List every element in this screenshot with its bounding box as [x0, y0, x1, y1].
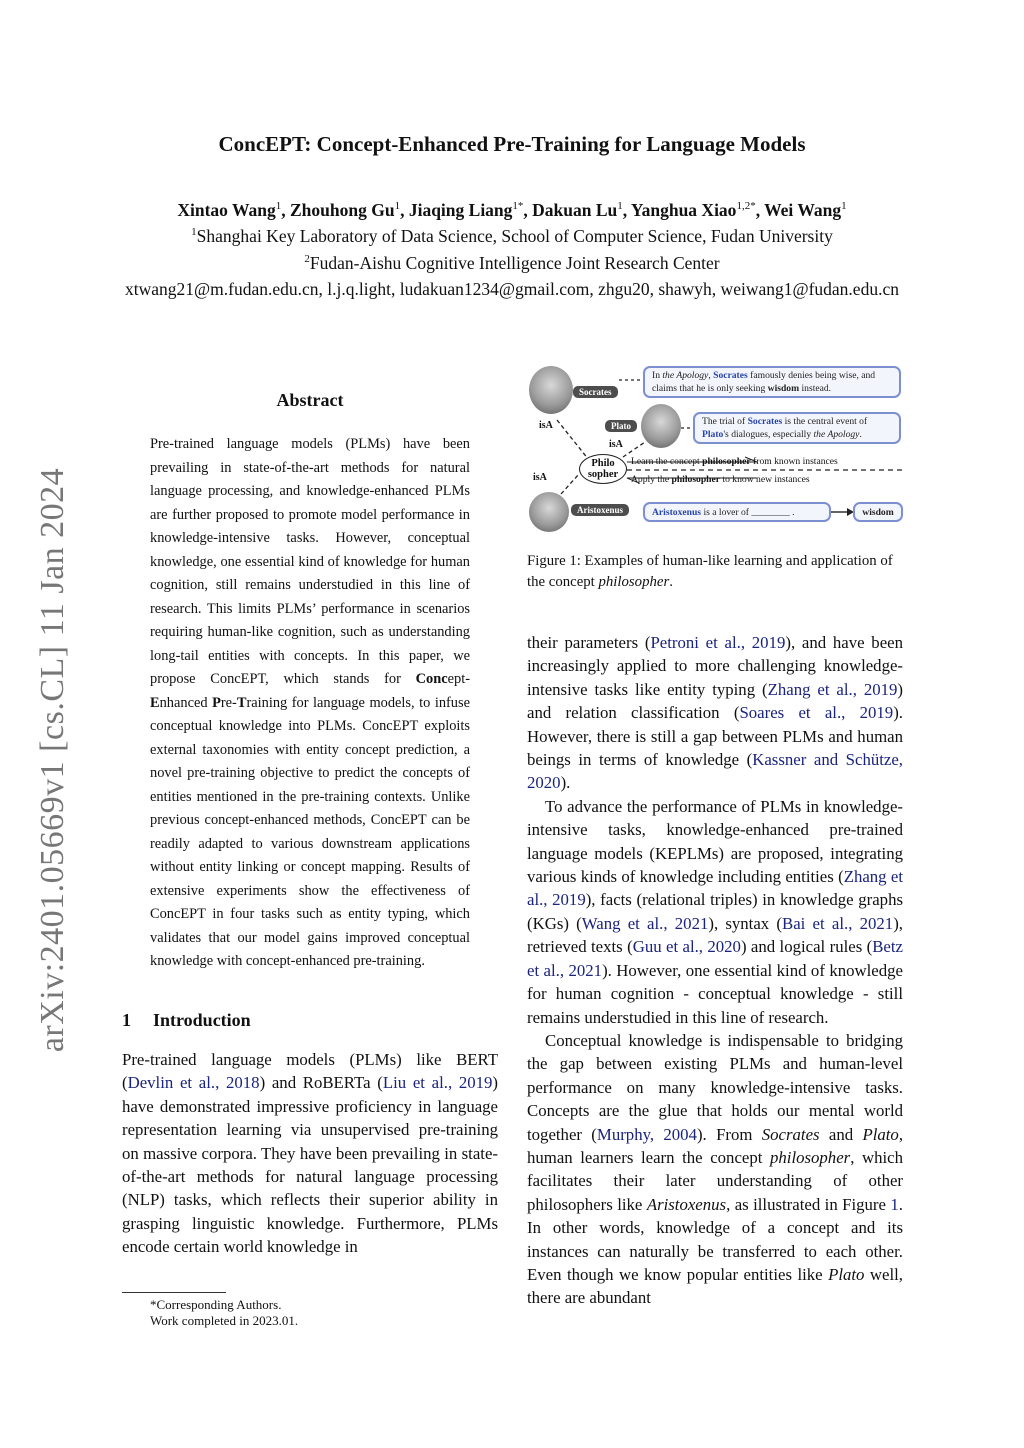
isA-label: isA — [539, 420, 553, 431]
citation-link[interactable]: Zhang et al., 2019 — [767, 679, 898, 699]
affiliation-sup: 1 — [191, 226, 197, 239]
isA-label: isA — [533, 472, 547, 483]
figure-1 — [527, 362, 907, 534]
plato-context-box — [693, 412, 901, 444]
abstract-heading: Abstract — [276, 390, 344, 410]
text: Pre-trained language models (PLMs) like BERT ( — [122, 1050, 498, 1093]
text: ) have demonstrated impressive proficiency in language representation learning via unsupervised pre-training on massive corpora. They have been prevailing in state-of-the-art methods for natural language processing (NLP) tasks, which reflects their superior ability in grasping linguistic knowledge. Furthermore, PLMs encode certain world knowledge in — [122, 1073, 499, 1257]
socrates-tag: Socrates — [573, 386, 618, 398]
text: ), and have been increasingly applied to more challenging knowledge-intensive tasks like entity typing ( — [527, 633, 903, 699]
section-number: 1 — [122, 1010, 131, 1030]
text: ). From — [696, 1124, 762, 1144]
plato-tag: Plato — [605, 420, 637, 432]
text: well, there are abundant — [527, 1264, 903, 1308]
author-sup: 1 — [617, 200, 623, 213]
author-emails: xtwang21@m.fudan.edu.cn, l.j.q.light, ludakuan1234@gmail.com, zhgu20, shawyh, weiwang1@fudan.edu.cn — [125, 279, 899, 299]
citation-link[interactable]: Devlin et al., 2018 — [127, 1073, 260, 1093]
caption-text: Figure 1: Examples of human-like learning and application of the concept — [527, 553, 893, 590]
abstract-bold: P — [212, 694, 221, 711]
text: philosopher — [702, 456, 751, 467]
author-sup: 1 — [275, 200, 282, 213]
section-heading-introduction — [122, 1010, 251, 1031]
figure-1-caption — [527, 551, 903, 593]
author-name: Xintao Wang — [177, 200, 276, 220]
text: famously denies being wise, and claims that he is only seeking — [652, 370, 876, 394]
text: To advance the performance of PLMs in knowledge-intensive tasks, knowledge-enhanced pre-trained language models (KEPLMs) are proposed, integrating various kinds of knowledge including entities ( — [527, 796, 903, 887]
text: Plato — [828, 1264, 865, 1284]
abstract-bold: T — [236, 694, 247, 711]
text: and — [819, 1124, 863, 1144]
text: from known instances — [750, 456, 838, 467]
text: philosopher — [671, 474, 721, 485]
abstract-text: Pre-trained language models (PLMs) have been prevailing in state-of-the-art methods for natural language processing, and knowledge-enhanced PLMs are further proposed to promote model performance in knowledge-intensive tasks. However, conceptual knowledge, one essential kind of knowledge for human cognition, still remains understudied in this line of research. This limits PLMs’ performance in scenarios requiring human-like cognition, such as understanding long-tail entities with concepts. In this paper, we propose ConcEPT, which stands for — [150, 436, 470, 687]
wisdom-answer-box: wisdom — [853, 502, 903, 522]
author-sup: 1,2* — [736, 200, 756, 213]
abstract-text: ept- — [447, 671, 470, 687]
author-sup: 1* — [512, 200, 524, 213]
citation-link[interactable]: Betz et al., 2021 — [527, 937, 903, 980]
entity-highlight: Socrates — [713, 370, 748, 381]
citation-link[interactable]: Soares et al., 2019 — [739, 703, 894, 723]
text: is a lover of ________ . — [701, 507, 795, 518]
text: Plato — [862, 1124, 899, 1144]
text: instead. — [799, 383, 832, 394]
node-label: sopher — [587, 469, 619, 480]
author-name: Wei Wang — [764, 200, 842, 220]
text: ), syntax ( — [708, 913, 783, 933]
text: ), retrieved texts ( — [527, 913, 903, 957]
text: Apply the — [631, 474, 672, 485]
isA-label: isA — [609, 439, 623, 450]
abstract-text: raining for language models, to infuse conceptual knowledge into PLMs. ConcEPT exploits external taxonomies with entity concept prediction, a novel pre-training objective to predict the concepts of entities mentioned in the pre-training contexts. Unlike previous concept-enhanced methods, ConcEPT can be readily adapted to various downstream applications without entity linking or concept mapping. Results of extensive experiments show the effectiveness of ConcEPT in four tasks such as entity typing, which validates that our model gains improved conceptual knowledge with concept-enhanced pre-training. — [150, 694, 470, 969]
entity-highlight: Aristoxenus — [652, 507, 702, 518]
text: ) and relation classification ( — [527, 679, 904, 723]
text: , human learners learn the concept — [527, 1124, 904, 1167]
text: . In other words, knowledge of a concept and its instances can naturally be transferred to each other. Even though we know popular entities like — [527, 1194, 903, 1284]
aristoxenus-query-box — [643, 502, 831, 522]
text: to know new instances — [720, 474, 810, 485]
text: the Apology — [662, 370, 709, 381]
text: Socrates — [761, 1124, 820, 1144]
footnote-work-completed: Work completed in 2023.01. — [150, 1313, 299, 1328]
paragraph — [122, 1048, 498, 1259]
author-name: Zhouhong Gu — [290, 200, 395, 220]
citation-link[interactable]: Kassner and Schütze, 2020 — [527, 750, 903, 793]
arxiv-id-text: arXiv:2401.05669v1 [cs.CL] 11 Jan 2024 — [34, 467, 71, 1053]
text: , — [708, 370, 714, 381]
author-list: Xintao Wang$^1$, Zhouhong Gu$^1$, Jiaqing Liang$^{1*}$, Dakuan Lu$^1$, Yanghua Xiao$^{1,2*}$, Wei Wang$^1$ — [177, 200, 847, 220]
entity-highlight: Socrates — [747, 416, 783, 427]
abstract-bold: E — [150, 694, 160, 711]
affiliation-2 — [0, 253, 1024, 274]
text: their parameters ( — [527, 633, 651, 652]
apply-concept-annotation — [631, 474, 810, 485]
affiliation-text: Shanghai Key Laboratory of Data Science, School of Computer Science, Fudan University — [196, 226, 833, 246]
text: is the central event of — [782, 416, 868, 427]
text: Aristoxenus — [646, 1194, 727, 1214]
intro-left-column — [122, 1048, 498, 1259]
paper-title: ConcEPT: Concept-Enhanced Pre-Training for Language Models — [218, 132, 806, 156]
section-title: Introduction — [153, 1010, 251, 1030]
caption-text: . — [669, 574, 673, 590]
author-sup: 1 — [394, 200, 401, 213]
node-label: Philo — [591, 458, 615, 469]
author-name: Yanghua Xiao — [630, 200, 737, 220]
text: ), facts (relational triples) in knowledge graphs (KGs) ( — [527, 890, 903, 933]
affiliation-sup: 2 — [304, 253, 310, 266]
text: The trial of — [702, 416, 748, 427]
text: . — [859, 429, 862, 440]
figure-link[interactable]: 1 — [890, 1194, 899, 1214]
text: ) and RoBERTa ( — [259, 1073, 383, 1093]
text: ). However, there is still a gap between PLMs and human beings in terms of knowledge ( — [527, 703, 903, 770]
text: , which facilitates their later understanding of other philosophers like — [527, 1147, 903, 1214]
citation-link[interactable]: Murphy, 2004 — [596, 1124, 697, 1144]
citation-link[interactable]: Wang et al., 2021 — [581, 913, 709, 933]
text: ). — [560, 773, 571, 793]
text: philosopher — [770, 1147, 851, 1167]
entity-highlight: Plato — [702, 429, 724, 440]
affiliation-text: Fudan-Aishu Cognitive Intelligence Joint Research Center — [309, 253, 720, 273]
text: Conceptual knowledge is indispensable to bridging the gap between existing PLMs and human-level performance on many knowledge-intensive tasks. Concepts are the glue that holds our mental world together ( — [527, 1030, 903, 1144]
author-name: Jiaqing Liang — [408, 200, 513, 220]
abstract-text: nhanced — [159, 694, 213, 711]
text: 's dialogues, especially — [723, 429, 814, 440]
concept-node-philosopher — [579, 454, 627, 484]
text: In — [652, 370, 663, 381]
arxiv-sidebar-id — [33, 465, 73, 1055]
aristoxenus-tag: Aristoxenus — [571, 504, 629, 516]
text: wisdom — [767, 383, 800, 394]
abstract-body — [150, 433, 470, 974]
author-sup: 1 — [841, 200, 847, 213]
text: ). However, one essential kind of knowledge for human cognition - conceptual knowledge - still remains understudied in this line of research. — [527, 960, 903, 1027]
abstract-text: re- — [220, 694, 237, 711]
abstract-bold: Conc — [415, 671, 448, 687]
citation-link[interactable]: Liu et al., 2019 — [382, 1073, 493, 1093]
socrates-context-box — [643, 366, 901, 398]
text: the Apology — [813, 429, 860, 440]
paragraph — [527, 795, 903, 1029]
aristoxenus-portrait-icon — [529, 492, 569, 532]
socrates-portrait-icon — [529, 366, 573, 414]
intro-right-column — [527, 631, 903, 1310]
author-name: Dakuan Lu — [532, 200, 618, 220]
footnote-corresponding: *Corresponding Authors. — [150, 1297, 282, 1312]
caption-text: philosopher — [598, 574, 670, 590]
affiliation-1 — [0, 226, 1024, 247]
citation-link[interactable]: Petroni et al., 2019 — [650, 633, 786, 652]
plato-portrait-icon — [641, 404, 681, 448]
footnote-divider — [122, 1292, 226, 1293]
text: ) and logical rules ( — [740, 937, 873, 957]
learn-concept-annotation — [631, 456, 838, 467]
citation-link[interactable]: Bai et al., 2021 — [782, 913, 894, 933]
citation-link[interactable]: Guu et al., 2020 — [632, 937, 741, 957]
paragraph — [527, 1029, 903, 1310]
text: , as illustrated in Figure — [726, 1194, 891, 1214]
text: Learn the concept — [631, 456, 703, 467]
paragraph — [527, 631, 903, 795]
citation-link[interactable]: Zhang et al., 2019 — [527, 867, 903, 910]
